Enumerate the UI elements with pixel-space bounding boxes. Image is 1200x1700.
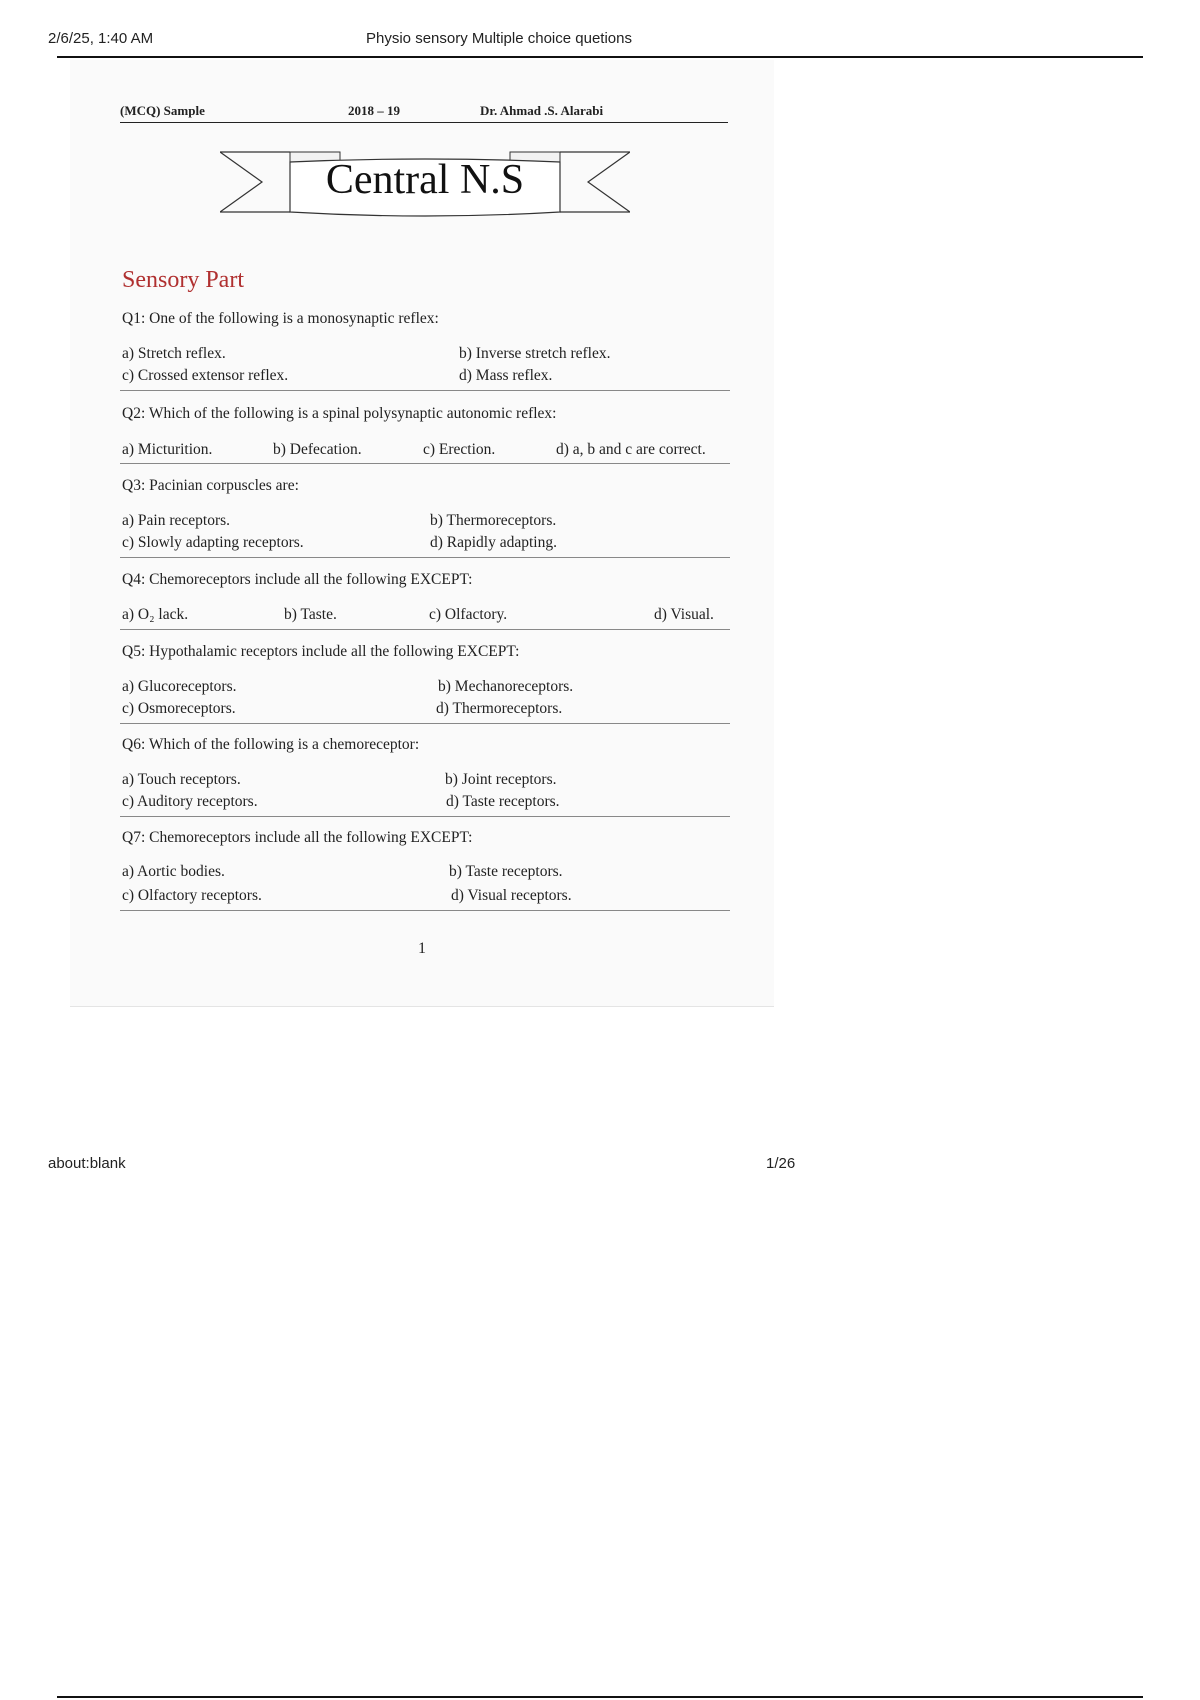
option-c: c) Slowly adapting receptors. xyxy=(122,534,304,551)
print-header-rule xyxy=(57,56,1143,58)
option-d: d) Mass reflex. xyxy=(459,367,553,384)
document-header-year: 2018 – 19 xyxy=(348,103,400,118)
option-c: c) Auditory receptors. xyxy=(122,793,258,810)
print-datetime: 2/6/25, 1:40 AM xyxy=(48,30,154,47)
document-header-author: Dr. Ahmad .S. Alarabi xyxy=(480,103,604,118)
option-a: a) Pain receptors. xyxy=(122,512,231,529)
question-text: Q7: Chemoreceptors include all the following EXCEPT: xyxy=(122,829,473,846)
option-d: d) Visual receptors. xyxy=(451,887,572,904)
print-page-title: Physio sensory Multiple choice quetions xyxy=(366,30,632,47)
option-b: b) Mechanoreceptors. xyxy=(438,678,574,695)
question-divider xyxy=(120,723,730,724)
option-a: a) Touch receptors. xyxy=(122,771,241,788)
question-divider xyxy=(120,390,730,391)
option-c: c) Crossed extensor reflex. xyxy=(122,367,289,384)
section-title: Sensory Part xyxy=(122,267,244,293)
document-header xyxy=(120,100,728,123)
option-d: d) Thermoreceptors. xyxy=(436,700,563,717)
option-c: c) Olfactory. xyxy=(429,606,508,623)
option-b: b) Joint receptors. xyxy=(445,771,557,788)
option-d: d) Visual. xyxy=(654,606,714,623)
option-a: a) Aortic bodies. xyxy=(122,863,225,880)
banner-title: Central N.S xyxy=(325,157,525,203)
option-a: a) Stretch reflex. xyxy=(122,345,226,362)
document-page xyxy=(70,60,774,1007)
question-divider xyxy=(120,816,730,817)
option-d: d) Rapidly adapting. xyxy=(430,534,557,551)
option-b: b) Taste. xyxy=(284,606,337,623)
print-page-count: 1/26 xyxy=(766,1155,796,1172)
option-b: b) Defecation. xyxy=(273,441,362,458)
option-c: c) Olfactory receptors. xyxy=(122,887,262,904)
question-divider xyxy=(120,557,730,558)
question-divider xyxy=(120,629,730,630)
option-a: a) Glucoreceptors. xyxy=(122,678,237,695)
print-footer-rule xyxy=(57,1696,1143,1698)
document-header-left: (MCQ) Sample xyxy=(120,103,205,118)
option-d: d) a, b and c are correct. xyxy=(556,441,706,458)
option-c: c) Osmoreceptors. xyxy=(122,700,236,717)
option-c: c) Erection. xyxy=(423,441,496,458)
question-text: Q1: One of the following is a monosynaptic reflex: xyxy=(122,310,439,327)
question-text: Q4: Chemoreceptors include all the following EXCEPT: xyxy=(122,571,473,588)
question-text: Q6: Which of the following is a chemoreceptor: xyxy=(122,736,420,753)
question-divider xyxy=(120,910,730,911)
option-b: b) Thermoreceptors. xyxy=(430,512,557,529)
title-banner xyxy=(220,138,630,228)
question-divider xyxy=(120,463,730,464)
print-url: about:blank xyxy=(48,1155,126,1172)
page-number: 1 xyxy=(418,940,426,957)
option-a: a) O₂ lack. xyxy=(122,606,189,623)
option-b: b) Inverse stretch reflex. xyxy=(459,345,611,362)
question-text: Q5: Hypothalamic receptors include all the following EXCEPT: xyxy=(122,643,520,660)
option-b: b) Taste receptors. xyxy=(449,863,563,880)
question-text: Q2: Which of the following is a spinal polysynaptic autonomic reflex: xyxy=(122,405,557,422)
option-d: d) Taste receptors. xyxy=(446,793,560,810)
option-a: a) Micturition. xyxy=(122,441,213,458)
question-text: Q3: Pacinian corpuscles are: xyxy=(122,477,299,494)
